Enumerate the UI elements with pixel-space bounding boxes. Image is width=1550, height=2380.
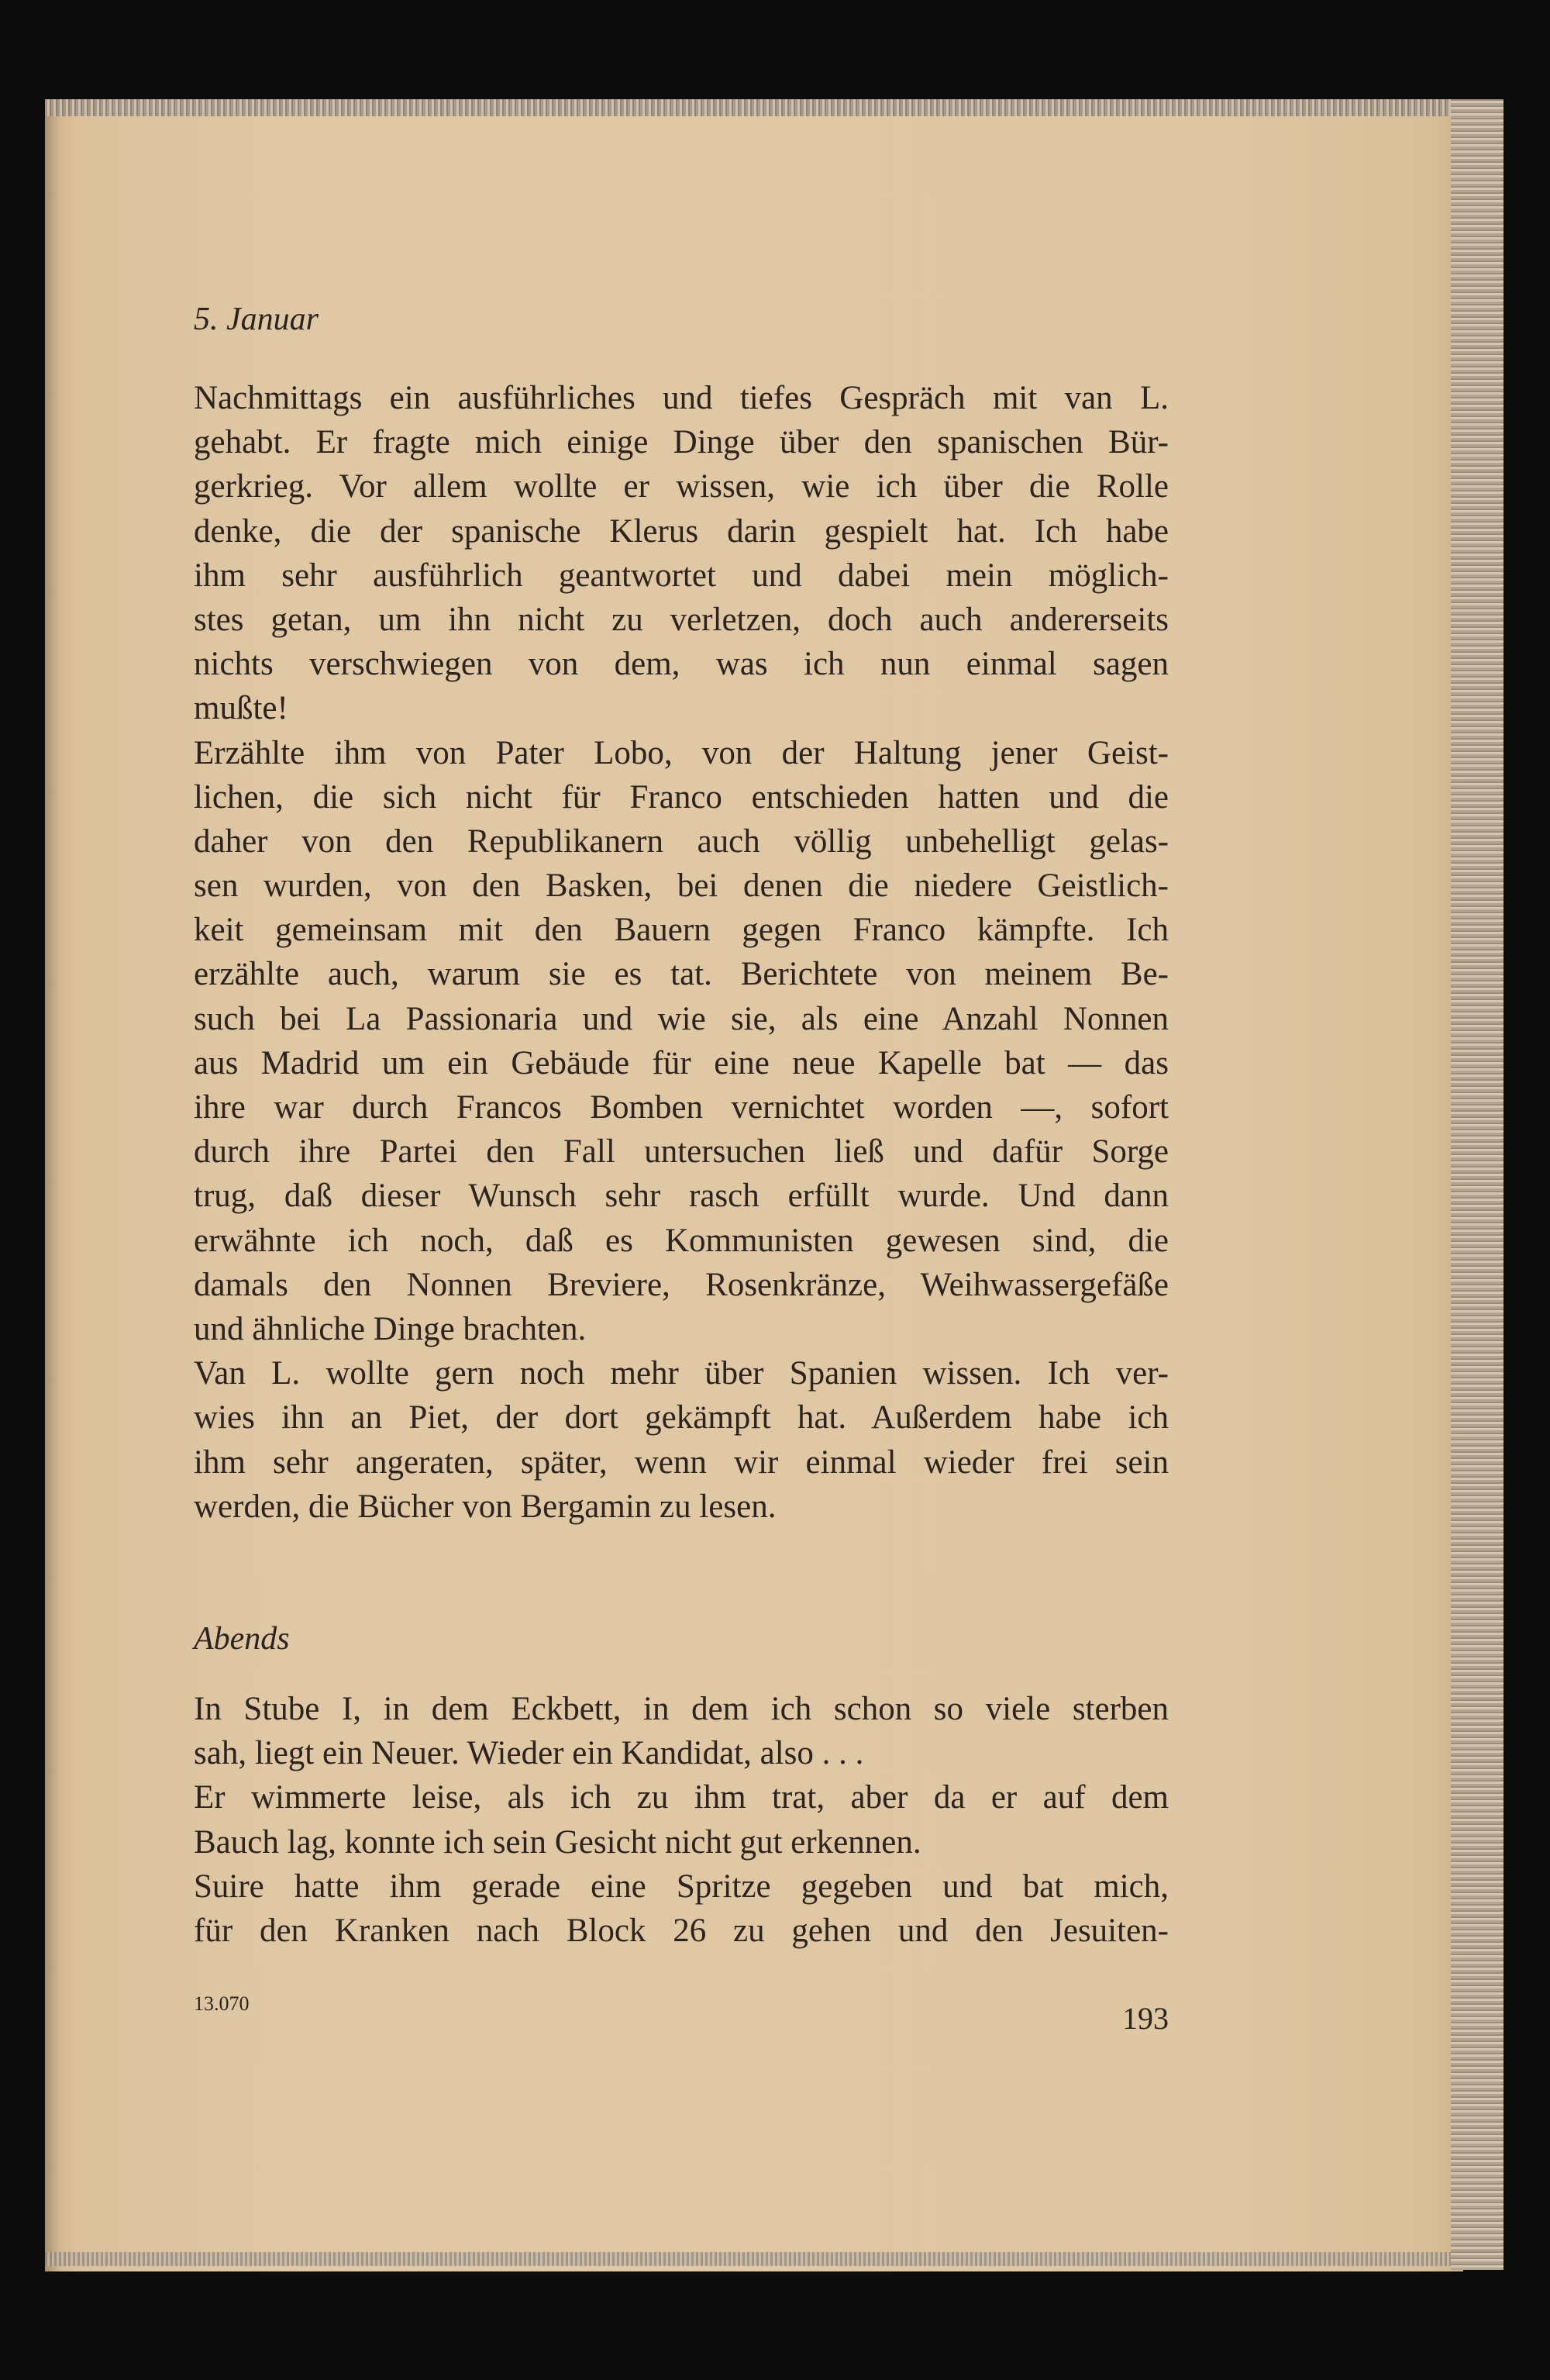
page-gutter: [45, 116, 60, 2271]
entry-heading-evening: Abends: [194, 1621, 290, 1657]
text-line: daher von den Republikanern auch völlig unbehelligt gelas-: [194, 823, 1169, 860]
text-line: lichen, die sich nicht für Franco entschieden hatten und die: [194, 778, 1169, 816]
text-line: werden, die Bücher von Bergamin zu lesen.: [194, 1488, 777, 1525]
text-line: gerkrieg. Vor allem wollte er wissen, wie ich über die Rolle: [194, 468, 1169, 505]
page-stack-bottom-edge: [45, 2252, 1504, 2266]
text-line: erwähnte ich noch, daß es Kommunisten gewesen sind, die: [194, 1222, 1169, 1259]
print-signature: 13.070: [194, 1992, 250, 2015]
text-line: ihre war durch Francos Bomben vernichtet worden —, sofort: [194, 1089, 1169, 1126]
text-line: mußte!: [194, 690, 288, 727]
text-line: keit gemeinsam mit den Bauern gegen Franco kämpfte. Ich: [194, 912, 1169, 949]
entry-body-evening: [194, 1687, 1169, 1953]
text-line: erzählte auch, warum sie es tat. Berichtete von meinem Be-: [194, 956, 1169, 993]
entry-heading-date: 5. Januar: [194, 302, 319, 337]
text-line: wies ihn an Piet, der dort gekämpft hat. Außerdem habe ich: [194, 1399, 1169, 1437]
text-line: denke, die der spanische Klerus darin gespielt hat. Ich habe: [194, 512, 1169, 550]
text-line: sen wurden, von den Basken, bei denen die niedere Geistlich-: [194, 867, 1169, 905]
text-line: In Stube I, in dem Eckbett, in dem ich schon so viele sterben: [194, 1691, 1169, 1727]
text-line: Erzählte ihm von Pater Lobo, von der Haltung jener Geist-: [194, 734, 1169, 771]
page-stack-top-edge: [45, 99, 1504, 116]
text-line: nichts verschwiegen von dem, was ich nun einmal sagen: [194, 646, 1169, 683]
text-line: Er wimmerte leise, als ich zu ihm trat, aber da er auf dem: [194, 1779, 1169, 1816]
entry-body: [194, 376, 1169, 1529]
text-line: Bauch lag, konnte ich sein Gesicht nicht gut erkennen.: [194, 1823, 921, 1861]
text-line: Nachmittags ein ausführliches und tiefes Gespräch mit van L.: [194, 380, 1169, 416]
text-line: für den Kranken nach Block 26 zu gehen und den Jesuiten-: [194, 1912, 1169, 1949]
text-line: stes getan, um ihn nicht zu verletzen, doch auch andererseits: [194, 601, 1169, 638]
text-line: trug, daß dieser Wunsch sehr rasch erfüllt wurde. Und dann: [194, 1178, 1169, 1215]
page-stack-side-edge: [1451, 99, 1504, 2270]
text-line: damals den Nonnen Breviere, Rosenkränze, Weihwassergefäße: [194, 1266, 1169, 1303]
text-line: ihm sehr angeraten, später, wenn wir einmal wieder frei sein: [194, 1444, 1169, 1481]
text-line: gehabt. Er fragte mich einige Dinge über den spanischen Bür-: [194, 424, 1169, 461]
text-line: Van L. wollte gern noch mehr über Spanien wissen. Ich ver-: [194, 1355, 1169, 1392]
page-number: 193: [1122, 2001, 1169, 2036]
text-line: Suire hatte ihm gerade eine Spritze gegeben und bat mich,: [194, 1868, 1169, 1905]
text-line: aus Madrid um ein Gebäude für eine neue Kapelle bat — das: [194, 1044, 1169, 1081]
text-line: such bei La Passionaria und wie sie, als eine Anzahl Nonnen: [194, 1000, 1169, 1037]
text-line: ihm sehr ausführlich geantwortet und dabei mein möglich-: [194, 557, 1169, 594]
text-line: sah, liegt ein Neuer. Wieder ein Kandidat, also . . .: [194, 1735, 864, 1772]
text-line: durch ihre Partei den Fall untersuchen ließ und dafür Sorge: [194, 1133, 1169, 1171]
text-line: und ähnliche Dinge brachten.: [194, 1310, 587, 1347]
